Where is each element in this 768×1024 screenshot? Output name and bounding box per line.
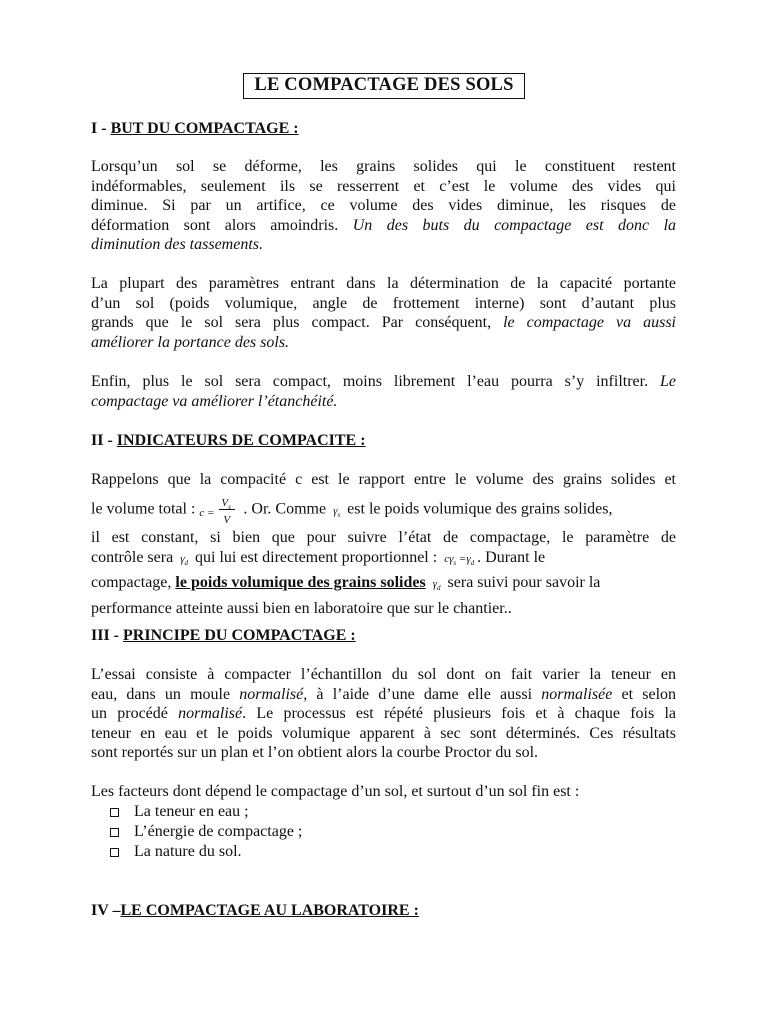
paragraph-compacite: il est constant, si bien que pour suivre l’état de compactage, le paramètre de contrôle sera $\gamma_d$ qui lui est directement proportionnel : $c\gamma_s =\gamma_d$ . Durant le compactage, le poids volumique des grains solides $\gamma_d$ sera suivi pour savoir la performance atteinte aussi bien en laboratoire que sur le chantier.. bbox=[91, 529, 676, 618]
paragraph-1: Lorsqu’un sol se déforme, les grains solides qui le constituent restent indéformables, seulement ils se resserrent et c’est le volume des vides qui diminue. Si par un artifice, ce volume des vides diminue, les risques de déformation sont alors amoindris. Un des buts du compactage est donc la diminution des tassements. bbox=[91, 158, 677, 254]
list-item: L’énergie de compactage ; bbox=[110, 822, 302, 842]
checkbox-bullet-icon bbox=[110, 828, 119, 837]
section-heading-3: III - PRINCIPE DU COMPACTAGE : bbox=[91, 627, 356, 644]
paragraph-facteurs: Les facteurs dont dépend le compactage d’un sol, et surtout d’un sol fin est : bbox=[91, 783, 580, 800]
gamma-s-symbol: $\gamma_s$ bbox=[333, 504, 341, 519]
paragraph-principe: L’essai consiste à compacter l’échantillon du sol dont on fait varier la teneur en eau, dans un moule normalisé, à l’aide d’une dame elle aussi normalisée et selon un procédé normalisé. Le processus est répété plusieurs fois et à chaque fois la teneur en eau et le poids volumique apparent à sec sont déterminés. Ces résultats sont reportés sur un plan et l’on obtient alors la courbe Proctor du sol. bbox=[91, 666, 677, 762]
checkbox-bullet-icon bbox=[110, 848, 119, 857]
list-item: La teneur en eau ; bbox=[110, 802, 302, 822]
checkbox-bullet-icon bbox=[110, 808, 119, 817]
formula-line: le volume total : c = $V_s$ V . Or. Comme $\gamma_s$ est le poids volumique des grains solides, bbox=[91, 493, 676, 527]
section-heading-2: II - INDICATEURS DE COMPACITE : bbox=[91, 432, 366, 449]
section-heading-4: IV –LE COMPACTAGE AU LABORATOIRE : bbox=[91, 902, 419, 919]
document-title: LE COMPACTAGE DES SOLS bbox=[243, 73, 524, 99]
paragraph-compacite-intro: Rappelons que la compacité c est le rapport entre le volume des grains solides et bbox=[91, 471, 676, 488]
gamma-d-symbol: $\gamma_d$ bbox=[432, 578, 441, 593]
compacite-formula: c = $V_s$ V bbox=[199, 493, 239, 527]
list-item: La nature du sol. bbox=[110, 842, 302, 862]
equation-c-gamma: $c\gamma_s =\gamma_d$ bbox=[444, 552, 475, 567]
paragraph-2: La plupart des paramètres entrant dans la détermination de la capacité portante d’un sol (poids volumique, angle de frottement interne) sont d’autant plus grands que le sol sera plus compact. Par conséquent, le compactage va aussi améliorer la portance des sols. bbox=[91, 275, 677, 351]
paragraph-3: Enfin, plus le sol sera compact, moins librement l’eau pourra s’y infiltrer. Le compactage va améliorer l’étanchéité. bbox=[91, 373, 677, 410]
gamma-d-symbol: $\gamma_d$ bbox=[180, 552, 189, 567]
section-heading-1: I - BUT DU COMPACTAGE : bbox=[91, 120, 299, 137]
factors-list bbox=[110, 802, 302, 862]
